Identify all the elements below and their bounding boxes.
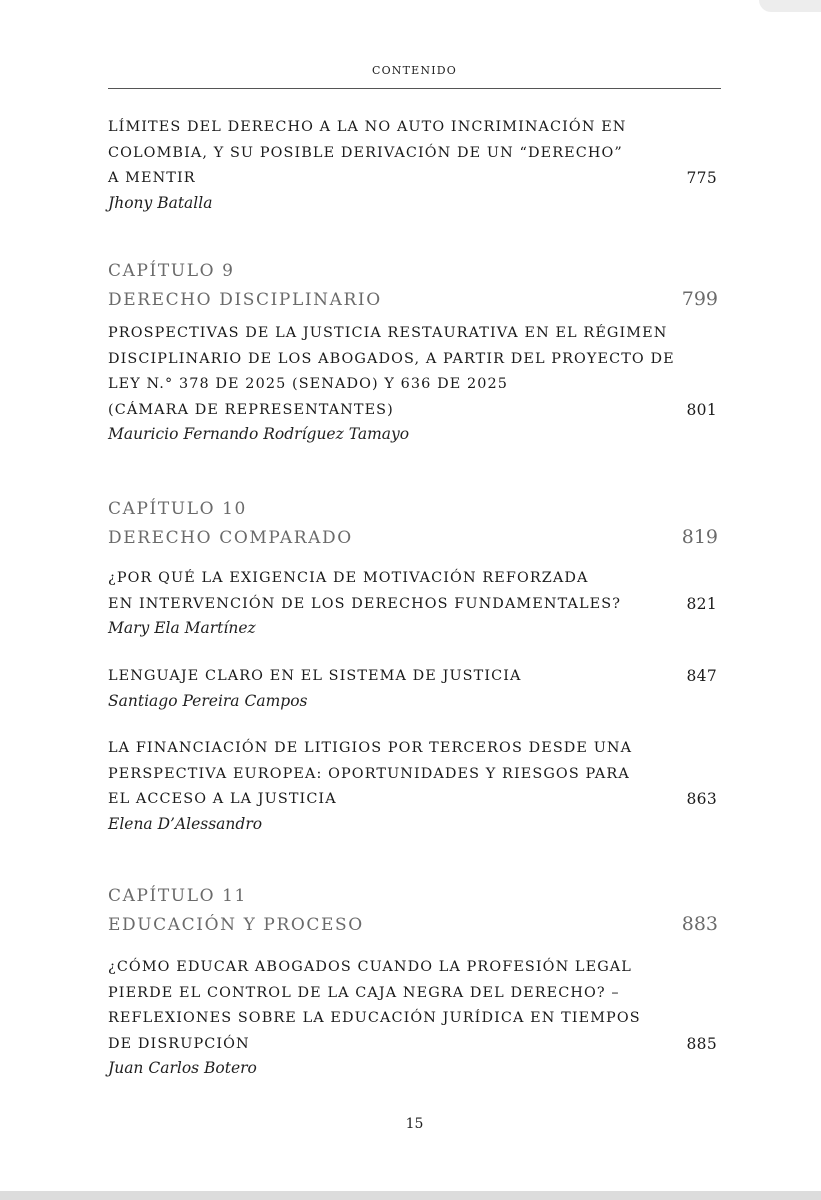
title-line: LA FINANCIACIÓN DE LITIGIOS POR TERCEROS DESDE UNA <box>108 740 633 756</box>
title-line: COLOMBIA, Y SU POSIBLE DERIVACIÓN DE UN “DERECHO” <box>108 144 623 161</box>
entry-page-number: 863 <box>686 790 717 808</box>
chapter-name: DERECHO DISCIPLINARIO <box>108 290 382 310</box>
entry-author: Juan Carlos Botero <box>108 1059 257 1077</box>
chapter-heading[interactable] <box>108 257 718 314</box>
entry-author: Elena D’Alessandro <box>108 814 263 833</box>
title-line: EL ACCESO A LA JUSTICIA <box>108 791 337 807</box>
chapter-name: DERECHO COMPARADO <box>108 528 353 548</box>
toc-entry[interactable] <box>108 566 717 640</box>
title-line: LENGUAJE CLARO EN EL SISTEMA DE JUSTICIA <box>108 668 522 684</box>
toc-entry[interactable] <box>108 955 717 1080</box>
chapter-number: CAPÍTULO 11 <box>108 886 247 906</box>
toc-entry[interactable] <box>108 736 717 836</box>
entry-author: Jhony Batalla <box>108 193 213 212</box>
chapter-number: CAPÍTULO 9 <box>108 261 235 281</box>
chapter-page-number: 883 <box>681 913 718 935</box>
chapter-heading[interactable] <box>108 882 718 939</box>
running-header: CONTENIDO <box>371 64 458 77</box>
title-line: ¿POR QUÉ LA EXIGENCIA DE MOTIVACIÓN REFORZADA <box>108 570 589 586</box>
title-line: PROSPECTIVAS DE LA JUSTICIA RESTAURATIVA EN EL RÉGIMEN <box>108 325 668 341</box>
toc-entry[interactable] <box>108 321 717 446</box>
title-line: A MENTIR <box>108 170 196 186</box>
chapter-number: CAPÍTULO 10 <box>108 499 247 519</box>
toc-entry[interactable] <box>108 664 717 713</box>
entry-title <box>108 115 717 192</box>
title-line: ¿CÓMO EDUCAR ABOGADOS CUANDO LA PROFESIÓN LEGAL <box>108 959 632 975</box>
entry-author: Mauricio Fernando Rodríguez Tamayo <box>108 425 410 443</box>
entry-title <box>108 664 717 690</box>
title-line: REFLEXIONES SOBRE LA EDUCACIÓN JURÍDICA EN TIEMPOS <box>108 1010 641 1026</box>
window-corner <box>759 0 821 12</box>
entry-title <box>108 321 717 423</box>
chapter-page-number: 819 <box>681 526 718 548</box>
chapter-heading[interactable] <box>108 495 718 552</box>
entry-page-number: 801 <box>686 400 717 419</box>
title-line: EN INTERVENCIÓN DE LOS DERECHOS FUNDAMENTALES? <box>108 595 622 612</box>
entry-author: Santiago Pereira Campos <box>108 691 308 710</box>
page-number: 15 <box>405 1116 424 1132</box>
title-line: PIERDE EL CONTROL DE LA CAJA NEGRA DEL DERECHO? – <box>108 984 620 1001</box>
chapter-name: EDUCACIÓN Y PROCESO <box>108 915 364 935</box>
header-rule <box>108 88 721 89</box>
title-line: DE DISRUPCIÓN <box>108 1035 250 1052</box>
title-line: (CÁMARA DE REPRESENTANTES) <box>108 401 394 418</box>
entry-page-number: 885 <box>686 1034 717 1053</box>
title-line: PERSPECTIVA EUROPEA: OPORTUNIDADES Y RIESGOS PARA <box>108 765 630 782</box>
entry-page-number: 847 <box>686 667 717 685</box>
title-line: LEY N.° 378 DE 2025 (SENADO) Y 636 DE 2025 <box>108 376 509 392</box>
entry-title <box>108 955 717 1057</box>
chapter-page-number: 799 <box>681 288 718 310</box>
title-line: DISCIPLINARIO DE LOS ABOGADOS, A PARTIR DEL PROYECTO DE <box>108 350 675 367</box>
toc-entry[interactable] <box>108 115 717 215</box>
bottom-edge <box>0 1191 821 1200</box>
entry-title <box>108 736 717 813</box>
title-line: LÍMITES DEL DERECHO A LA NO AUTO INCRIMINACIÓN EN <box>108 119 627 135</box>
entry-page-number: 775 <box>686 169 717 187</box>
entry-title <box>108 566 717 617</box>
entry-page-number: 821 <box>686 594 717 613</box>
entry-author: Mary Ela Martínez <box>108 619 256 637</box>
